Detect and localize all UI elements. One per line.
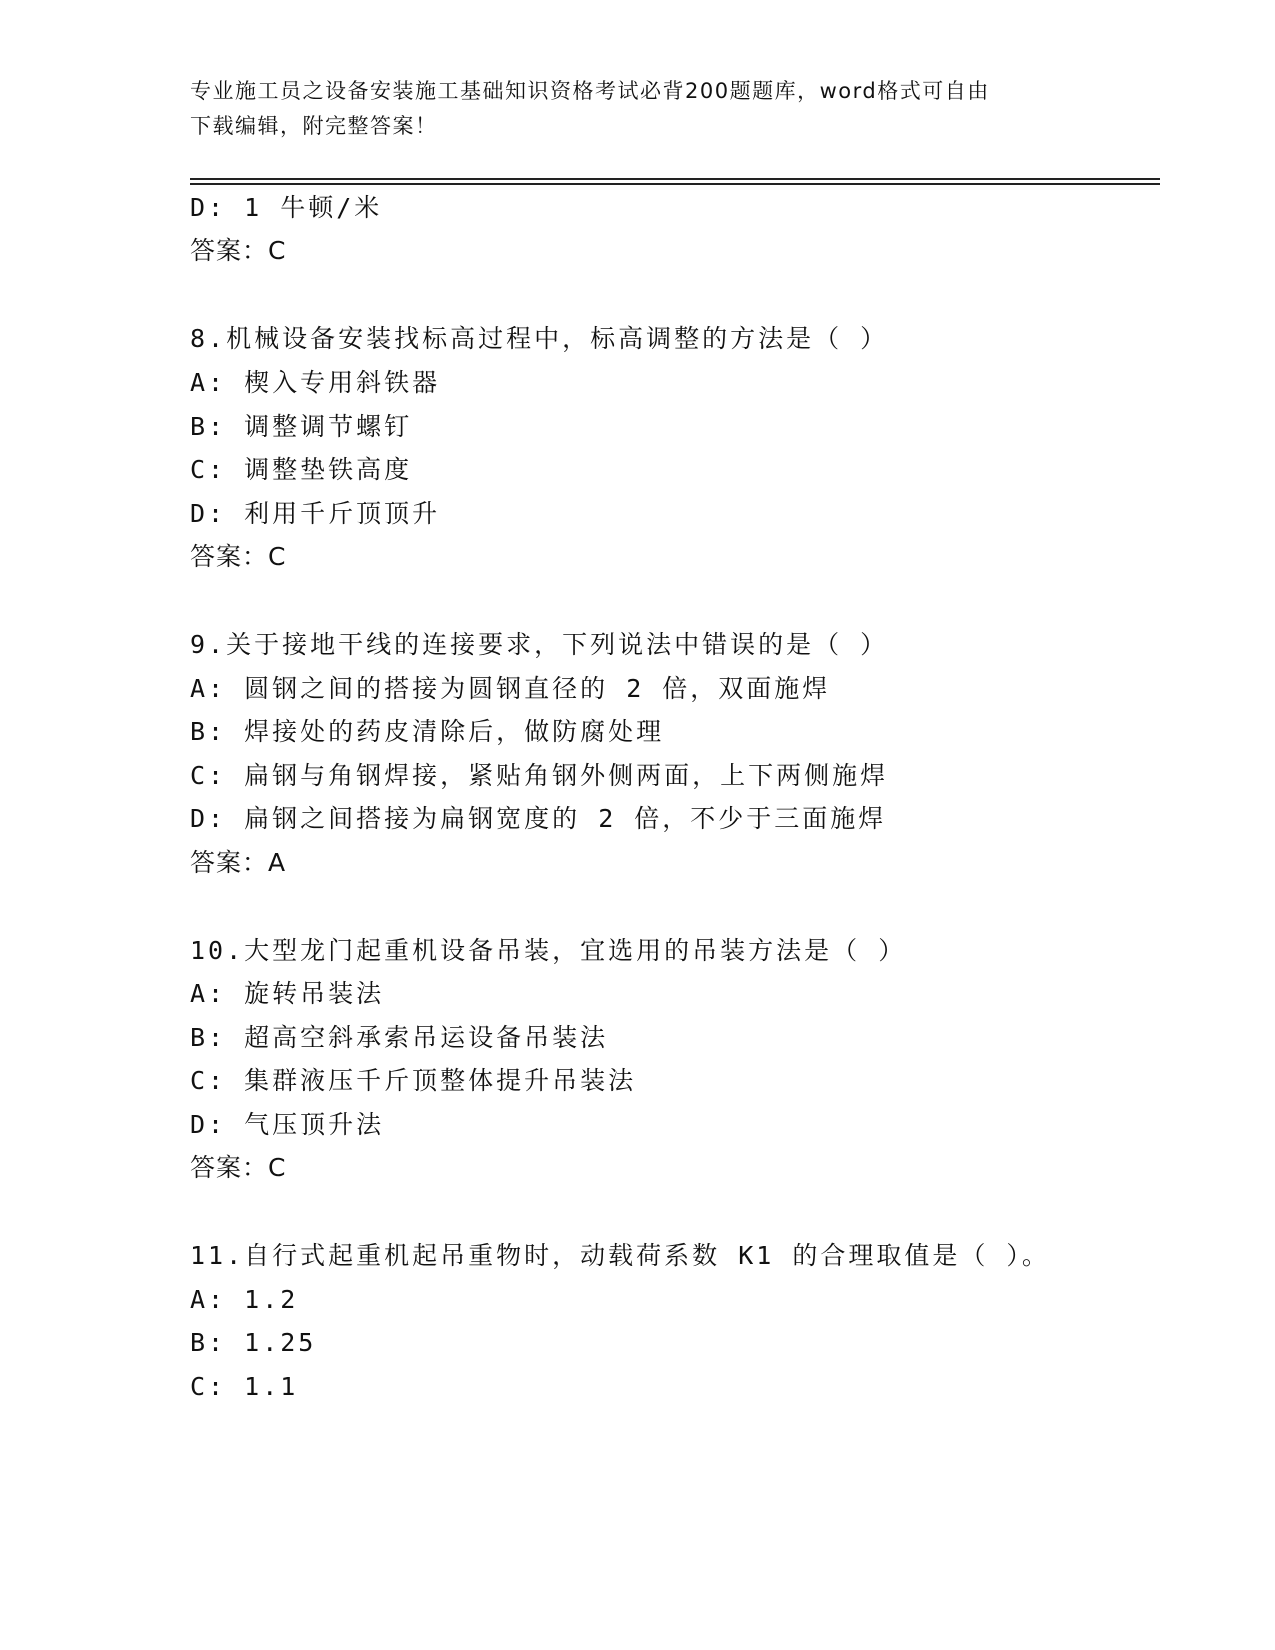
q8-option-a: A: 楔入专用斜铁器 bbox=[190, 368, 441, 397]
q9-option-a: A: 圆钢之间的搭接为圆钢直径的 2 倍，双面施焊 bbox=[190, 674, 831, 703]
q7-answer: 答案：C bbox=[190, 236, 287, 265]
q10-option-d: D: 气压顶升法 bbox=[190, 1110, 385, 1139]
q8-option-b: B: 调整调节螺钉 bbox=[190, 412, 413, 441]
q9-answer: 答案：A bbox=[190, 848, 287, 877]
q10-stem: 10.大型龙门起重机设备吊装，宜选用的吊装方法是（ ） bbox=[190, 936, 907, 965]
q8-option-c: C: 调整垫铁高度 bbox=[190, 455, 413, 484]
q11-stem: 11.自行式起重机起吊重物时，动载荷系数 K1 的合理取值是（ ）。 bbox=[190, 1241, 1050, 1270]
header-line-2: 下载编辑，附完整答案！ bbox=[190, 114, 438, 138]
q9-stem: 9.关于接地干线的连接要求，下列说法中错误的是（ ） bbox=[190, 630, 889, 659]
header-divider-bottom bbox=[190, 183, 1160, 185]
q11-option-b: B: 1.25 bbox=[190, 1328, 317, 1357]
q8-answer: 答案：C bbox=[190, 542, 287, 571]
q10-option-a: A: 旋转吊装法 bbox=[190, 979, 385, 1008]
q8-option-d: D: 利用千斤顶顶升 bbox=[190, 499, 441, 528]
q7-option-d: D: 1 牛顿/米 bbox=[190, 193, 383, 222]
header-divider-top bbox=[190, 178, 1160, 180]
q10-answer: 答案：C bbox=[190, 1153, 287, 1182]
q9-option-d: D: 扁钢之间搭接为扁钢宽度的 2 倍，不少于三面施焊 bbox=[190, 804, 887, 833]
document-header bbox=[190, 74, 1070, 144]
q11-option-a: A: 1.2 bbox=[190, 1285, 299, 1314]
q9-option-c: C: 扁钢与角钢焊接，紧贴角钢外侧两面，上下两侧施焊 bbox=[190, 761, 889, 790]
q10-option-c: C: 集群液压千斤顶整体提升吊装法 bbox=[190, 1066, 637, 1095]
q8-stem: 8.机械设备安装找标高过程中，标高调整的方法是（ ） bbox=[190, 324, 889, 353]
q9-option-b: B: 焊接处的药皮清除后，做防腐处理 bbox=[190, 717, 665, 746]
q11-option-c: C: 1.1 bbox=[190, 1372, 299, 1401]
header-line-1: 专业施工员之设备安装施工基础知识资格考试必背200题题库，word格式可自由 bbox=[190, 79, 990, 103]
q10-option-b: B: 超高空斜承索吊运设备吊装法 bbox=[190, 1023, 609, 1052]
